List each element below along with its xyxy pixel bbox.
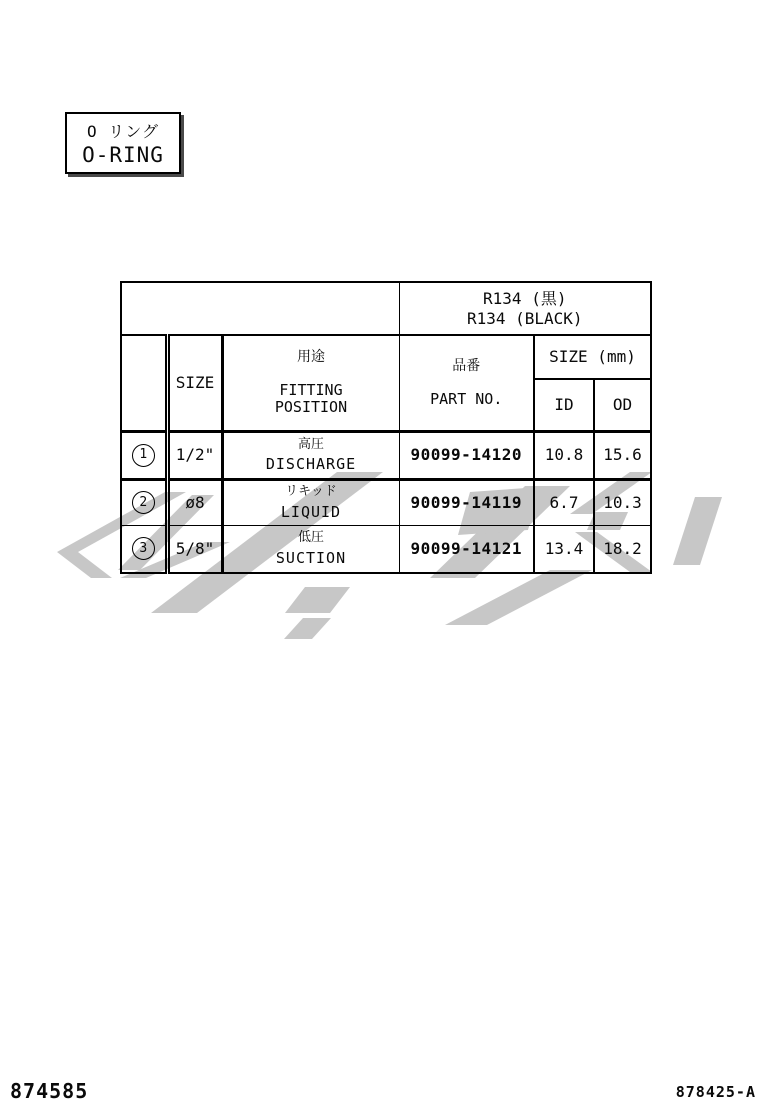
- title-box: [65, 112, 181, 174]
- fitting-column-header: [222, 335, 399, 431]
- table-row: [121, 431, 651, 479]
- size-cell: 1/2": [167, 431, 222, 479]
- size-mm-header: SIZE (mm): [534, 335, 651, 379]
- page-code-left: 874585: [10, 1079, 89, 1103]
- variant-jp: R134 (黒): [483, 289, 567, 309]
- fitting-jp: 高圧: [297, 436, 324, 452]
- id-cell: 6.7: [534, 479, 594, 525]
- size-column-header: SIZE: [167, 335, 222, 431]
- fitting-en: LIQUID: [280, 502, 342, 521]
- column-header-row: [121, 335, 651, 379]
- variant-band-cell: [399, 282, 651, 335]
- part-no-header-en: PART NO.: [430, 389, 503, 408]
- ref-cell: [121, 431, 167, 479]
- title-japanese: O リング: [87, 122, 159, 141]
- id-cell: 10.8: [534, 431, 594, 479]
- fitting-header-en-line1: FITTING: [279, 380, 343, 399]
- size-cell: ø8: [167, 479, 222, 525]
- table-row: [121, 525, 651, 573]
- size-cell: 5/8": [167, 525, 222, 573]
- id-column-header: ID: [534, 379, 594, 431]
- fitting-cell: [222, 479, 399, 525]
- part-no-cell: 90099-14120: [399, 431, 534, 479]
- title-english: O-RING: [82, 143, 164, 167]
- fitting-cell: [222, 525, 399, 573]
- variant-band-empty-cell: [121, 282, 399, 335]
- id-cell: 13.4: [534, 525, 594, 573]
- ref-circled-number: 1: [132, 444, 155, 467]
- ref-cell: [121, 479, 167, 525]
- part-no-header-jp: 品番: [452, 357, 481, 374]
- ref-cell: [121, 525, 167, 573]
- fitting-jp: リキッド: [285, 484, 337, 500]
- ref-circled-number: 2: [132, 491, 155, 514]
- ref-circled-number: 3: [132, 537, 155, 560]
- part-no-column-header: [399, 335, 534, 431]
- fitting-jp: 低圧: [297, 530, 324, 546]
- od-cell: 15.6: [594, 431, 651, 479]
- part-no-cell: 90099-14119: [399, 479, 534, 525]
- variant-band-row: [121, 282, 651, 335]
- part-no-cell: 90099-14121: [399, 525, 534, 573]
- fitting-header-en-line2: POSITION: [274, 398, 348, 417]
- od-cell: 18.2: [594, 525, 651, 573]
- table-row: [121, 479, 651, 525]
- fitting-en: SUCTION: [275, 549, 347, 568]
- variant-en: R134 (BLACK): [466, 308, 583, 328]
- page-code-right: 878425-A: [675, 1083, 756, 1101]
- ref-column-header: [121, 335, 167, 431]
- parts-table: [120, 281, 652, 574]
- fitting-cell: [222, 431, 399, 479]
- fitting-en: DISCHARGE: [265, 455, 357, 474]
- od-cell: 10.3: [594, 479, 651, 525]
- fitting-header-jp: 用途: [297, 349, 325, 366]
- od-column-header: OD: [594, 379, 651, 431]
